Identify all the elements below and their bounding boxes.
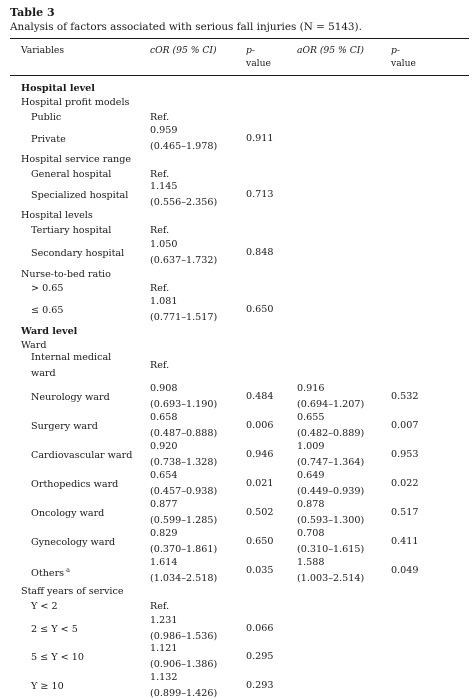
row-label: 2 ≤ Y < 5 — [31, 624, 78, 635]
row-label: Tertiary hospital — [31, 225, 112, 236]
group-heading: Hospital service range — [21, 154, 132, 165]
cor-value: Ref. — [150, 225, 170, 236]
cor-value: 0.829 — [150, 528, 178, 539]
aor-value: 0.649 — [297, 470, 325, 481]
cor-value: 1.081 — [150, 296, 178, 307]
aor-ci: (0.694–1.207) — [297, 399, 365, 410]
p-value-crude: 0.946 — [246, 449, 274, 460]
p-value-crude: 0.502 — [246, 507, 274, 518]
p-value-crude: 0.650 — [246, 536, 274, 547]
table-label: Table 3 — [10, 6, 55, 19]
aor-value: 0.708 — [297, 528, 325, 539]
cor-ci: (0.599–1.285) — [150, 515, 218, 526]
table-caption: Analysis of factors associated with serious fall injuries (N = 5143). — [10, 21, 362, 33]
row-label: Specialized hospital — [31, 190, 129, 201]
cor-ci: (0.738–1.328) — [150, 457, 218, 468]
row-label: Orthopedics ward — [31, 479, 119, 490]
header-rule — [10, 75, 469, 76]
cor-value: Ref. — [150, 283, 170, 294]
cor-ci: (0.986–1.536) — [150, 631, 218, 642]
cor-value: 1.050 — [150, 239, 178, 250]
cor-value: 0.877 — [150, 499, 178, 510]
aor-value: 0.916 — [297, 383, 325, 394]
cor-value: Ref. — [150, 360, 170, 371]
row-label: Secondary hospital — [31, 248, 125, 259]
aor-ci: (0.747–1.364) — [297, 457, 365, 468]
aor-value: 0.878 — [297, 499, 325, 510]
group-heading: Hospital levels — [21, 210, 93, 221]
cor-ci: (0.899–1.426) — [150, 688, 218, 699]
p-value-crude: 0.035 — [246, 565, 274, 576]
header-p1-line1: p- — [246, 45, 255, 56]
aor-ci: (0.482–0.889) — [297, 428, 365, 439]
p-value-crude: 0.295 — [246, 651, 274, 662]
cor-value: 1.614 — [150, 557, 178, 568]
aor-value: 1.588 — [297, 557, 325, 568]
row-label: Neurology ward — [31, 392, 110, 403]
footnote-marker: a — [66, 566, 70, 574]
row-label: Y ≥ 10 — [31, 681, 64, 692]
row-label: Private — [31, 134, 66, 145]
header-p2-line1: p- — [391, 45, 400, 56]
row-label: Gynecology ward — [31, 537, 116, 548]
header-variables: Variables — [21, 45, 65, 56]
p-value-crude: 0.848 — [246, 247, 274, 258]
cor-value: 0.654 — [150, 470, 178, 481]
p-value-adjusted: 0.532 — [391, 391, 419, 402]
p-value-adjusted: 0.022 — [391, 478, 419, 489]
cor-ci: (0.487–0.888) — [150, 428, 218, 439]
cor-ci: (0.693–1.190) — [150, 399, 218, 410]
row-label: > 0.65 — [31, 283, 64, 294]
cor-ci: (0.457–0.938) — [150, 486, 218, 497]
cor-ci: (1.034–2.518) — [150, 573, 218, 584]
cor-value: 0.908 — [150, 383, 178, 394]
group-heading: Hospital profit models — [21, 97, 130, 108]
aor-ci: (0.310–1.615) — [297, 544, 365, 555]
row-label: Y < 2 — [31, 601, 58, 612]
p-value-adjusted: 0.007 — [391, 420, 419, 431]
p-value-crude: 0.484 — [246, 391, 274, 402]
cor-value: Ref. — [150, 112, 170, 123]
p-value-crude: 0.006 — [246, 420, 274, 431]
cor-value: 1.132 — [150, 672, 178, 683]
cor-value: 1.145 — [150, 181, 178, 192]
row-label: Public — [31, 112, 62, 123]
header-p2-line2: value — [391, 58, 416, 69]
header-aor: aOR (95 % CI) — [297, 45, 364, 56]
p-value-crude: 0.293 — [246, 680, 274, 691]
header-p1-line2: value — [246, 58, 271, 69]
row-label: Others $^a$ — [31, 566, 70, 580]
p-value-crude: 0.021 — [246, 478, 274, 489]
aor-ci: (0.593–1.300) — [297, 515, 365, 526]
group-heading: Staff years of service — [21, 586, 124, 597]
p-value-crude: 0.650 — [246, 304, 274, 315]
row-label: General hospital — [31, 169, 112, 180]
cor-value: Ref. — [150, 169, 170, 180]
p-value-adjusted: 0.411 — [391, 536, 419, 547]
row-label: Oncology ward — [31, 508, 105, 519]
cor-value: 1.231 — [150, 615, 178, 626]
header-cor: cOR (95 % CI) — [150, 45, 217, 56]
group-heading: Ward — [21, 340, 47, 351]
cor-ci: (0.637–1.732) — [150, 255, 218, 266]
row-label: ward — [31, 368, 56, 379]
p-value-adjusted: 0.953 — [391, 449, 419, 460]
p-value-adjusted: 0.517 — [391, 507, 419, 518]
aor-value: 0.655 — [297, 412, 325, 423]
group-heading: Nurse-to-bed ratio — [21, 269, 111, 280]
cor-value: 0.959 — [150, 125, 178, 136]
cor-value: Ref. — [150, 601, 170, 612]
cor-ci: (0.556–2.356) — [150, 197, 218, 208]
aor-ci: (1.003–2.514) — [297, 573, 365, 584]
top-rule — [10, 38, 469, 39]
aor-ci: (0.449–0.939) — [297, 486, 365, 497]
cor-value: 0.920 — [150, 441, 178, 452]
cor-ci: (0.370–1.861) — [150, 544, 218, 555]
cor-ci: (0.906–1.386) — [150, 659, 218, 670]
cor-value: 1.121 — [150, 643, 178, 654]
row-label: Cardiovascular ward — [31, 450, 133, 461]
row-label: Internal medical — [31, 352, 112, 363]
row-label: 5 ≤ Y < 10 — [31, 652, 84, 663]
cor-ci: (0.771–1.517) — [150, 312, 218, 323]
cor-value: 0.658 — [150, 412, 178, 423]
row-label: Surgery ward — [31, 421, 98, 432]
row-label: ≤ 0.65 — [31, 305, 64, 316]
p-value-crude: 0.911 — [246, 133, 274, 144]
section-heading: Hospital level — [21, 83, 95, 94]
p-value-crude: 0.713 — [246, 189, 274, 200]
cor-ci: (0.465–1.978) — [150, 141, 218, 152]
p-value-crude: 0.066 — [246, 623, 274, 634]
p-value-adjusted: 0.049 — [391, 565, 419, 576]
aor-value: 1.009 — [297, 441, 325, 452]
section-heading: Ward level — [21, 326, 78, 337]
